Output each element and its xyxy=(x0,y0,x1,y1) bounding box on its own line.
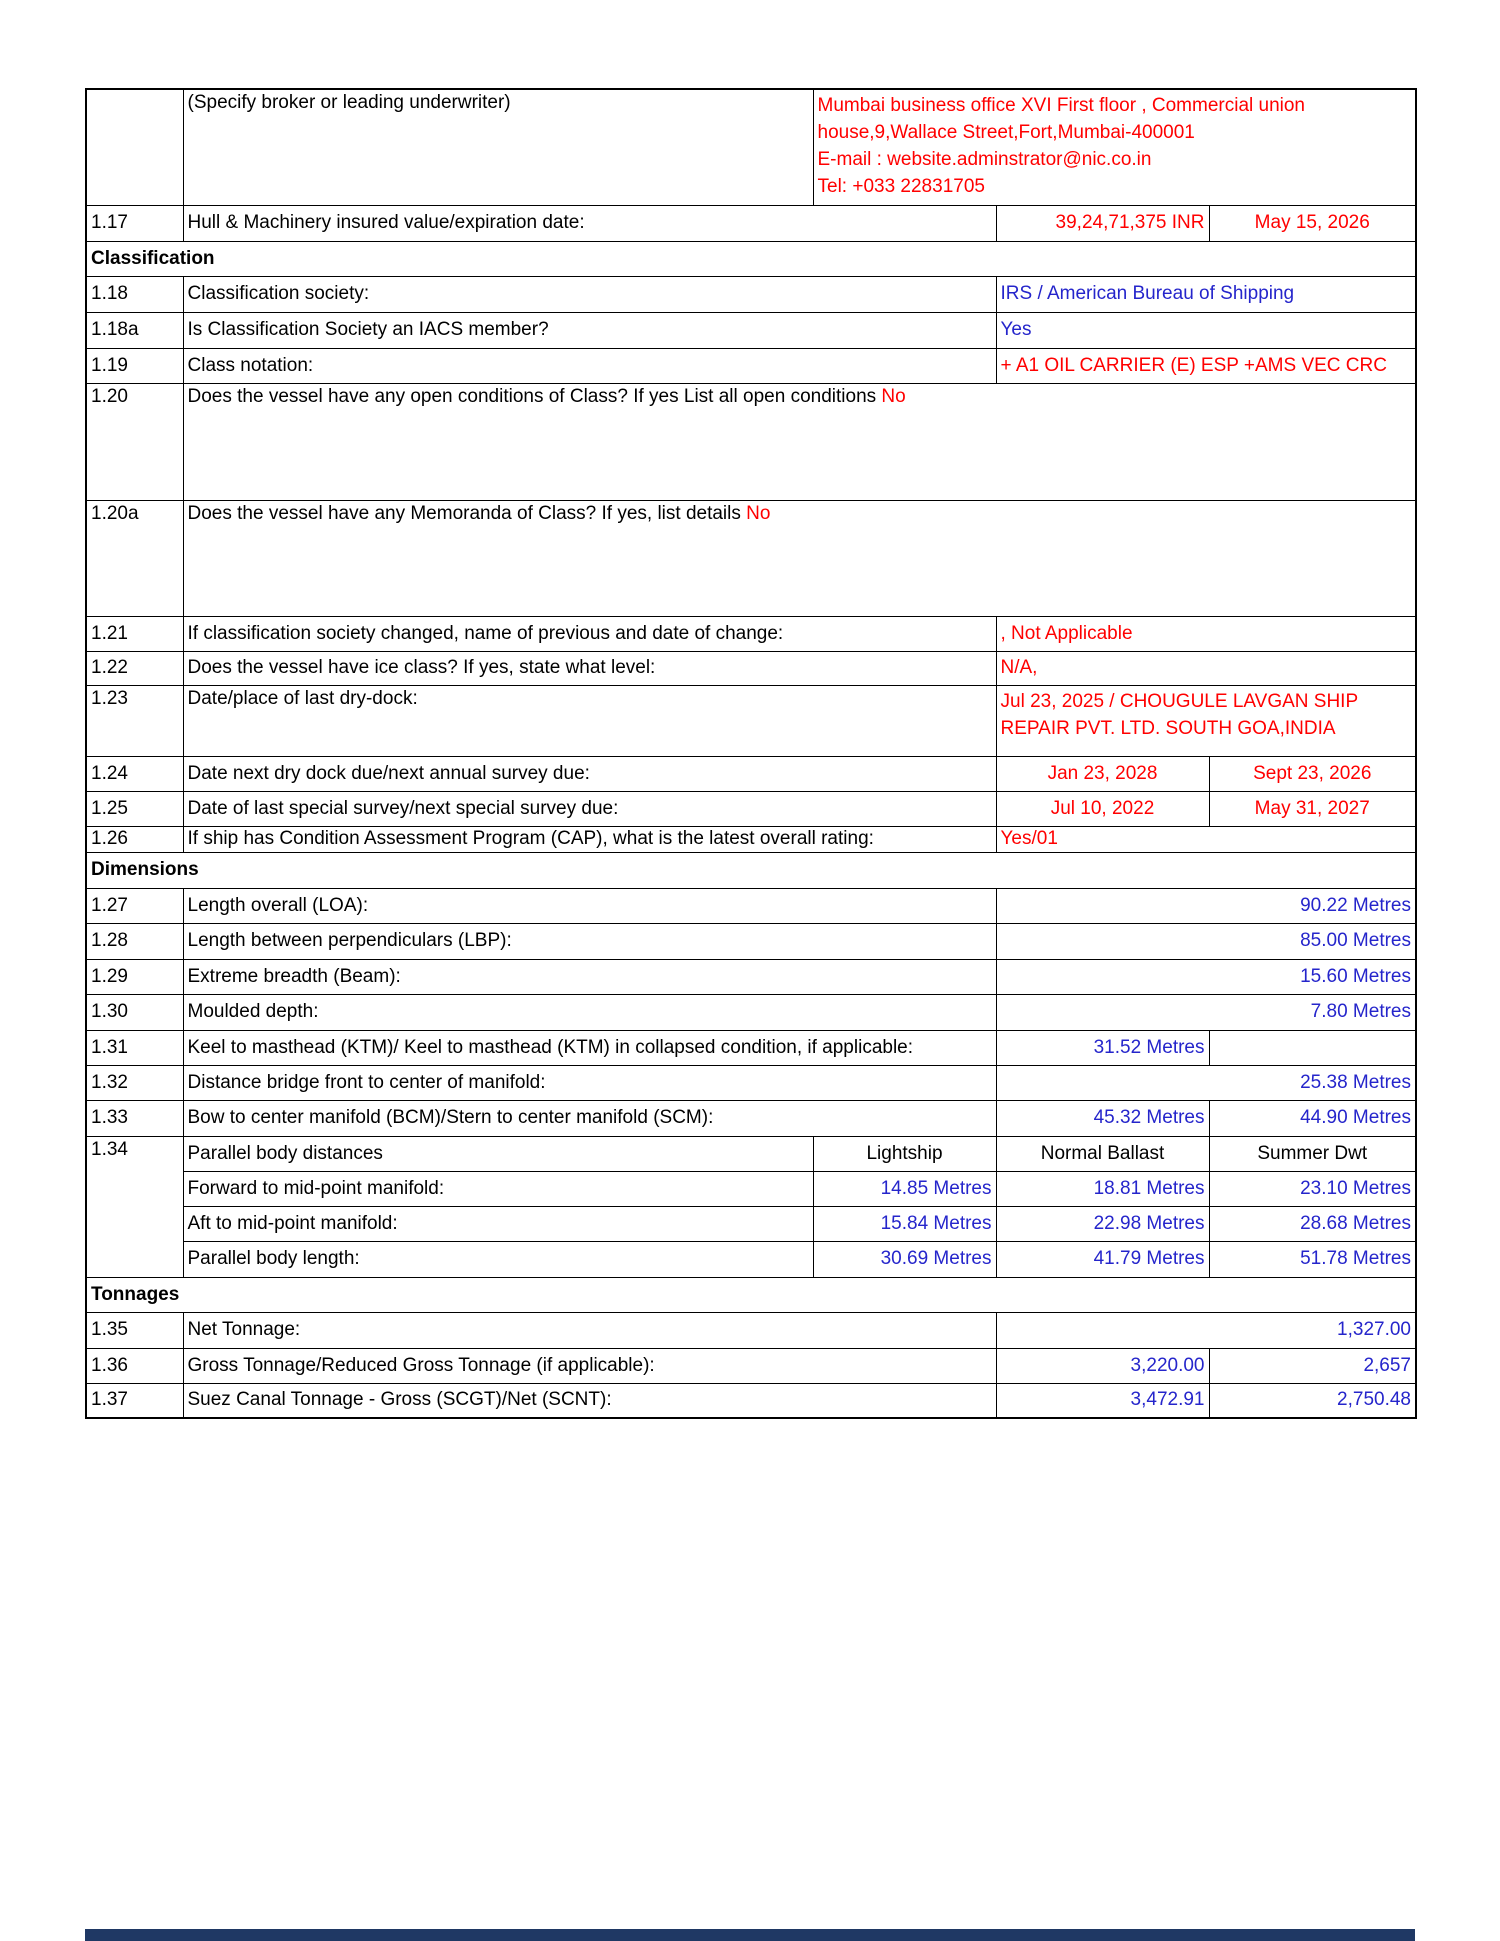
row-1-18-value: IRS / American Bureau of Shipping xyxy=(996,276,1416,312)
row-1-31-question: Keel to masthead (KTM)/ Keel to masthead (KTM) in collapsed condition, if applicable: xyxy=(183,1030,996,1065)
row-1-23-value-line-1: REPAIR PVT. LTD. SOUTH GOA,INDIA xyxy=(1000,717,1336,739)
row-1-37-value-1: 3,472.91 xyxy=(996,1383,1209,1418)
row-1-30-question: Moulded depth: xyxy=(183,994,996,1030)
row-1-23-question: Date/place of last dry-dock: xyxy=(183,685,996,756)
row-1-34-header-number: 1.34 xyxy=(86,1136,183,1277)
row-1-34-aft-value-summer-dwt: 28.68 Metres xyxy=(1209,1206,1416,1241)
row-1-34-parallel-body-length-value-normal-ballast: 41.79 Metres xyxy=(996,1241,1209,1277)
row-1-23-value xyxy=(996,685,1416,756)
row-section-tonnages-section-title: Tonnages xyxy=(86,1277,1416,1312)
row-1-18a-question: Is Classification Society an IACS member? xyxy=(183,312,996,348)
row-1-30-value: 7.80 Metres xyxy=(996,994,1416,1030)
row-1-36-value-2: 2,657 xyxy=(1209,1348,1416,1383)
row-1-31 xyxy=(86,1030,1416,1065)
row-1-34-header-question: Parallel body distances xyxy=(183,1136,813,1171)
row-1-34-header-col-header-normal-ballast: Normal Ballast xyxy=(996,1136,1209,1171)
row-1-18a-value: Yes xyxy=(996,312,1416,348)
row-1-31-value-1: 31.52 Metres xyxy=(996,1030,1209,1065)
row-1-33-value-2: 44.90 Metres xyxy=(1209,1100,1416,1136)
row-1-29-value: 15.60 Metres xyxy=(996,959,1416,994)
row-1-18-question: Classification society: xyxy=(183,276,996,312)
row-1-17-value-2: May 15, 2026 xyxy=(1209,205,1416,241)
row-1-34-header-col-header-lightship: Lightship xyxy=(813,1136,996,1171)
row-1-35-number: 1.35 xyxy=(86,1312,183,1348)
row-broker-question: (Specify broker or leading underwriter) xyxy=(183,89,813,205)
row-1-33-question: Bow to center manifold (BCM)/Stern to center manifold (SCM): xyxy=(183,1100,996,1136)
row-1-20-number: 1.20 xyxy=(86,383,183,500)
row-1-30 xyxy=(86,994,1416,1030)
row-1-34-parallel-body-length-value-lightship: 30.69 Metres xyxy=(813,1241,996,1277)
row-1-27 xyxy=(86,888,1416,923)
row-1-29 xyxy=(86,959,1416,994)
row-1-23 xyxy=(86,685,1416,756)
row-1-26-number: 1.26 xyxy=(86,826,183,852)
row-1-17-question: Hull & Machinery insured value/expiration date: xyxy=(183,205,996,241)
row-1-28-question: Length between perpendiculars (LBP): xyxy=(183,923,996,959)
row-1-32-value: 25.38 Metres xyxy=(996,1065,1416,1100)
row-broker xyxy=(86,89,1416,205)
row-1-34-parallel-body-length-value-summer-dwt: 51.78 Metres xyxy=(1209,1241,1416,1277)
row-1-27-value: 90.22 Metres xyxy=(996,888,1416,923)
row-1-36-value-1: 3,220.00 xyxy=(996,1348,1209,1383)
row-1-20-question xyxy=(183,383,1416,500)
row-1-32 xyxy=(86,1065,1416,1100)
row-1-18a-number: 1.18a xyxy=(86,312,183,348)
row-1-32-number: 1.32 xyxy=(86,1065,183,1100)
row-1-36-number: 1.36 xyxy=(86,1348,183,1383)
row-1-29-number: 1.29 xyxy=(86,959,183,994)
row-1-18a xyxy=(86,312,1416,348)
row-1-17-value-1: 39,24,71,375 INR xyxy=(996,205,1209,241)
row-1-34-forward-value-lightship: 14.85 Metres xyxy=(813,1171,996,1206)
row-1-34-aft xyxy=(86,1206,1416,1241)
row-1-34-forward-question: Forward to mid-point manifold: xyxy=(183,1171,813,1206)
row-1-35-question: Net Tonnage: xyxy=(183,1312,996,1348)
row-1-28-value: 85.00 Metres xyxy=(996,923,1416,959)
row-1-21-question: If classification society changed, name of previous and date of change: xyxy=(183,616,996,651)
row-1-26-question: If ship has Condition Assessment Program (CAP), what is the latest overall rating: xyxy=(183,826,996,852)
row-1-19 xyxy=(86,348,1416,383)
row-1-34-header xyxy=(86,1136,1416,1171)
row-1-22-question: Does the vessel have ice class? If yes, state what level: xyxy=(183,651,996,685)
questionnaire-grid xyxy=(85,88,1417,1419)
row-1-34-parallel-body-length xyxy=(86,1241,1416,1277)
row-1-26-value: Yes/01 xyxy=(996,826,1416,852)
row-1-33-value-1: 45.32 Metres xyxy=(996,1100,1209,1136)
row-1-27-question: Length overall (LOA): xyxy=(183,888,996,923)
footer-bar xyxy=(85,1929,1415,1941)
row-1-19-number: 1.19 xyxy=(86,348,183,383)
row-1-31-number: 1.31 xyxy=(86,1030,183,1065)
row-1-19-value: + A1 OIL CARRIER (E) ESP +AMS VEC CRC xyxy=(996,348,1416,383)
row-1-20a-question-part-1: No xyxy=(746,502,771,524)
row-1-26 xyxy=(86,826,1416,852)
row-1-24-value-2: Sept 23, 2026 xyxy=(1209,756,1416,791)
row-1-24-number: 1.24 xyxy=(86,756,183,791)
row-1-28 xyxy=(86,923,1416,959)
row-1-21 xyxy=(86,616,1416,651)
row-1-17 xyxy=(86,205,1416,241)
row-1-34-forward xyxy=(86,1171,1416,1206)
row-section-tonnages xyxy=(86,1277,1416,1312)
row-1-20 xyxy=(86,383,1416,500)
row-1-18 xyxy=(86,276,1416,312)
row-broker-value-line-3: Tel: +033 22831705 xyxy=(817,176,985,197)
row-1-22 xyxy=(86,651,1416,685)
row-section-dimensions-section-title: Dimensions xyxy=(86,852,1416,888)
row-1-19-question: Class notation: xyxy=(183,348,996,383)
row-1-24 xyxy=(86,756,1416,791)
row-1-25-question: Date of last special survey/next special survey due: xyxy=(183,791,996,826)
row-1-25-value-2: May 31, 2027 xyxy=(1209,791,1416,826)
row-section-classification-section-title: Classification xyxy=(86,241,1416,276)
row-1-37 xyxy=(86,1383,1416,1418)
row-1-28-number: 1.28 xyxy=(86,923,183,959)
row-1-37-value-2: 2,750.48 xyxy=(1209,1383,1416,1418)
row-1-22-value: N/A, xyxy=(996,651,1416,685)
row-1-20a xyxy=(86,500,1416,616)
row-1-31-value-2 xyxy=(1209,1030,1416,1065)
row-1-34-aft-question: Aft to mid-point manifold: xyxy=(183,1206,813,1241)
row-1-34-aft-value-normal-ballast: 22.98 Metres xyxy=(996,1206,1209,1241)
row-broker-number xyxy=(86,89,183,205)
row-1-29-question: Extreme breadth (Beam): xyxy=(183,959,996,994)
row-1-20a-question-part-0: Does the vessel have any Memoranda of Class? If yes, list details xyxy=(187,502,747,524)
row-1-20-question-part-1: No xyxy=(881,385,906,407)
row-1-33-number: 1.33 xyxy=(86,1100,183,1136)
row-1-34-aft-value-lightship: 15.84 Metres xyxy=(813,1206,996,1241)
row-1-22-number: 1.22 xyxy=(86,651,183,685)
row-1-33 xyxy=(86,1100,1416,1136)
row-broker-value-line-2: E-mail : website.adminstrator@nic.co.in xyxy=(817,149,1152,170)
row-1-30-number: 1.30 xyxy=(86,994,183,1030)
row-1-35 xyxy=(86,1312,1416,1348)
row-1-20a-question xyxy=(183,500,1416,616)
row-1-20a-number: 1.20a xyxy=(86,500,183,616)
row-1-21-value: , Not Applicable xyxy=(996,616,1416,651)
row-1-23-number: 1.23 xyxy=(86,685,183,756)
row-1-34-parallel-body-length-question: Parallel body length: xyxy=(183,1241,813,1277)
row-1-34-forward-value-normal-ballast: 18.81 Metres xyxy=(996,1171,1209,1206)
row-1-37-number: 1.37 xyxy=(86,1383,183,1418)
row-1-24-value-1: Jan 23, 2028 xyxy=(996,756,1209,791)
row-1-25 xyxy=(86,791,1416,826)
row-1-23-value-line-0: Jul 23, 2025 / CHOUGULE LAVGAN SHIP xyxy=(1000,690,1359,712)
row-1-34-forward-value-summer-dwt: 23.10 Metres xyxy=(1209,1171,1416,1206)
row-1-27-number: 1.27 xyxy=(86,888,183,923)
row-section-dimensions xyxy=(86,852,1416,888)
row-1-17-number: 1.17 xyxy=(86,205,183,241)
row-1-25-value-1: Jul 10, 2022 xyxy=(996,791,1209,826)
row-1-25-number: 1.25 xyxy=(86,791,183,826)
row-1-32-question: Distance bridge front to center of manifold: xyxy=(183,1065,996,1100)
row-1-24-question: Date next dry dock due/next annual survey due: xyxy=(183,756,996,791)
row-1-21-number: 1.21 xyxy=(86,616,183,651)
row-1-34-header-col-header-summer-dwt: Summer Dwt xyxy=(1209,1136,1416,1171)
row-1-36 xyxy=(86,1348,1416,1383)
row-1-35-value: 1,327.00 xyxy=(996,1312,1416,1348)
row-1-37-question: Suez Canal Tonnage - Gross (SCGT)/Net (SCNT): xyxy=(183,1383,996,1418)
row-broker-value-line-0: Mumbai business office XVI First floor , Commercial union xyxy=(817,95,1305,116)
row-1-18-number: 1.18 xyxy=(86,276,183,312)
row-broker-value-line-1: house,9,Wallace Street,Fort,Mumbai-400001 xyxy=(817,122,1195,143)
row-section-classification xyxy=(86,241,1416,276)
row-broker-value xyxy=(813,89,1416,205)
vessel-questionnaire-table xyxy=(85,88,1417,1419)
row-1-20-question-part-0: Does the vessel have any open conditions of Class? If yes List all open conditions xyxy=(187,385,882,407)
row-1-36-question: Gross Tonnage/Reduced Gross Tonnage (if applicable): xyxy=(183,1348,996,1383)
